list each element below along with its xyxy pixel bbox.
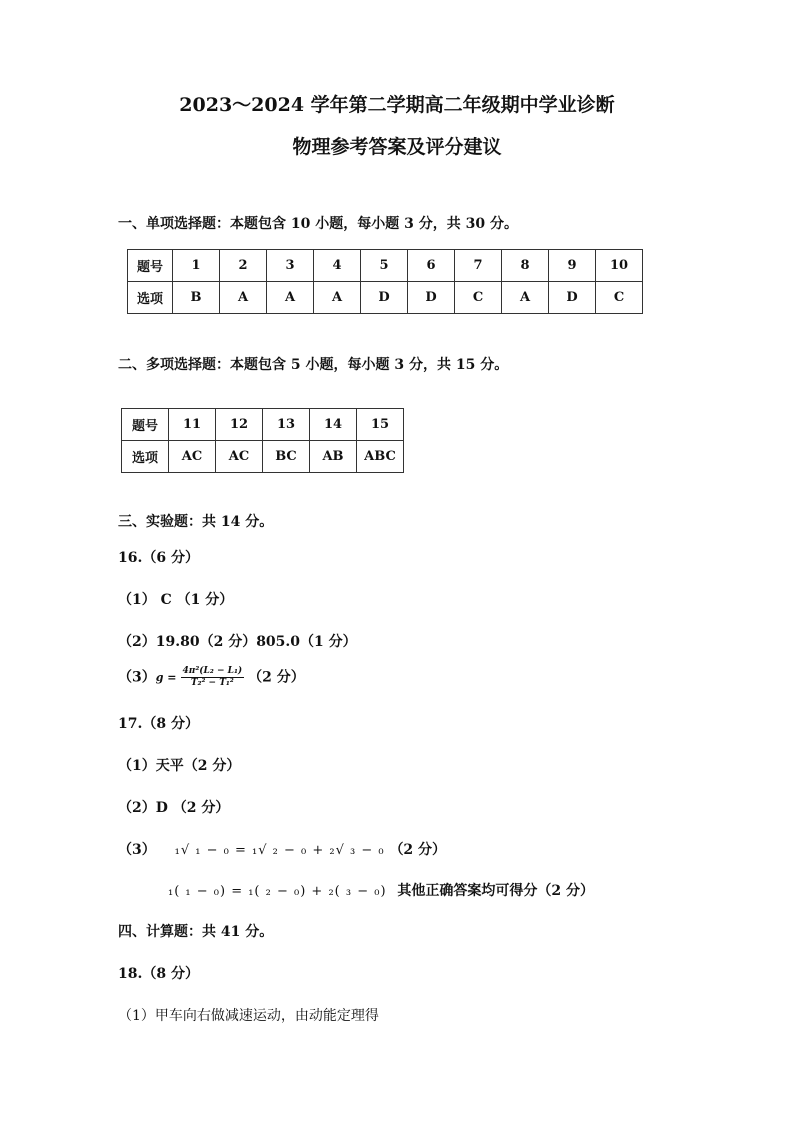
q16-title: 16.（6 分） — [118, 550, 199, 566]
row-header-question: 题号 — [128, 250, 173, 282]
q17-alt-suffix: 其他正确答案均可得分（2 分） — [397, 883, 595, 899]
answer-cell: A — [314, 282, 361, 314]
question-number: 1 — [173, 250, 220, 282]
answer-cell: D — [408, 282, 455, 314]
q16-part3 — [118, 666, 305, 689]
table-row-answers — [122, 441, 404, 473]
formula-denominator: T₂² − T₁² — [190, 678, 234, 688]
answer-cell: BC — [263, 441, 310, 473]
question-number: 8 — [502, 250, 549, 282]
question-number: 3 — [267, 250, 314, 282]
answer-cell: A — [502, 282, 549, 314]
answer-cell: D — [361, 282, 408, 314]
q17-part3-alt — [168, 880, 594, 900]
q16-part3-suffix: （2 分） — [248, 669, 305, 686]
question-number: 9 — [549, 250, 596, 282]
q17-part3-suffix: （2 分） — [389, 842, 447, 858]
formula-lhs: g = — [155, 671, 177, 684]
q17-part1: （1）天平（2 分） — [118, 758, 241, 774]
answer-cell: D — [549, 282, 596, 314]
q18-part1: （1）甲车向右做减速运动，由动能定理得 — [118, 1008, 379, 1024]
section3-heading: 三、实验题：共 14 分。 — [118, 514, 274, 530]
document-title: 2023～2024 学年第二学期高二年级期中学业诊断 — [179, 94, 615, 116]
answer-cell: AB — [310, 441, 357, 473]
question-number: 5 — [361, 250, 408, 282]
q17-part3-prefix: （3） — [118, 842, 156, 858]
section4-heading: 四、计算题：共 41 分。 — [118, 924, 274, 940]
formula-numerator: 4π²(L₂ − L₁) — [182, 666, 243, 676]
question-number: 11 — [169, 409, 216, 441]
q17-part3 — [118, 839, 446, 859]
answer-cell: AC — [216, 441, 263, 473]
row-header-question: 题号 — [122, 409, 169, 441]
answer-cell: A — [267, 282, 314, 314]
answer-cell: C — [596, 282, 643, 314]
table-row-questions — [128, 250, 643, 282]
row-header-answer: 选项 — [122, 441, 169, 473]
answer-cell: AC — [169, 441, 216, 473]
question-number: 15 — [357, 409, 404, 441]
question-number: 7 — [455, 250, 502, 282]
answer-cell: C — [455, 282, 502, 314]
question-number: 6 — [408, 250, 455, 282]
single-choice-answer-table — [127, 249, 643, 314]
q17-part2: （2）D （2 分） — [118, 800, 230, 816]
question-number: 13 — [263, 409, 310, 441]
question-number: 14 — [310, 409, 357, 441]
answer-cell: B — [173, 282, 220, 314]
q17-alt-formula: ₁( ₁ − ₀) = ₁( ₂ − ₀) + ₂( ₃ − ₀) — [168, 884, 387, 899]
question-number: 10 — [596, 250, 643, 282]
q16-part1: （1） C （1 分） — [118, 592, 234, 608]
section1-heading: 一、单项选择题：本题包含 10 小题，每小题 3 分，共 30 分。 — [118, 216, 518, 232]
question-number: 4 — [314, 250, 361, 282]
q17-title: 17.（8 分） — [118, 716, 199, 732]
document-subtitle: 物理参考答案及评分建议 — [292, 136, 502, 158]
q16-part3-prefix: （3） — [118, 669, 156, 686]
q18-title: 18.（8 分） — [118, 966, 199, 982]
table-row-questions — [122, 409, 404, 441]
q17-formula: ₁√ ₁ − ₀ = ₁√ ₂ − ₀ + ₂√ ₃ − ₀ — [174, 843, 385, 858]
q16-part2: （2）19.80（2 分）805.0（1 分） — [118, 634, 357, 650]
table-row-answers — [128, 282, 643, 314]
row-header-answer: 选项 — [128, 282, 173, 314]
section2-heading: 二、多项选择题：本题包含 5 小题，每小题 3 分，共 15 分。 — [118, 357, 509, 373]
multiple-choice-answer-table — [121, 408, 404, 473]
answer-cell: A — [220, 282, 267, 314]
question-number: 2 — [220, 250, 267, 282]
formula-fraction — [181, 666, 245, 689]
answer-cell: ABC — [357, 441, 404, 473]
question-number: 12 — [216, 409, 263, 441]
